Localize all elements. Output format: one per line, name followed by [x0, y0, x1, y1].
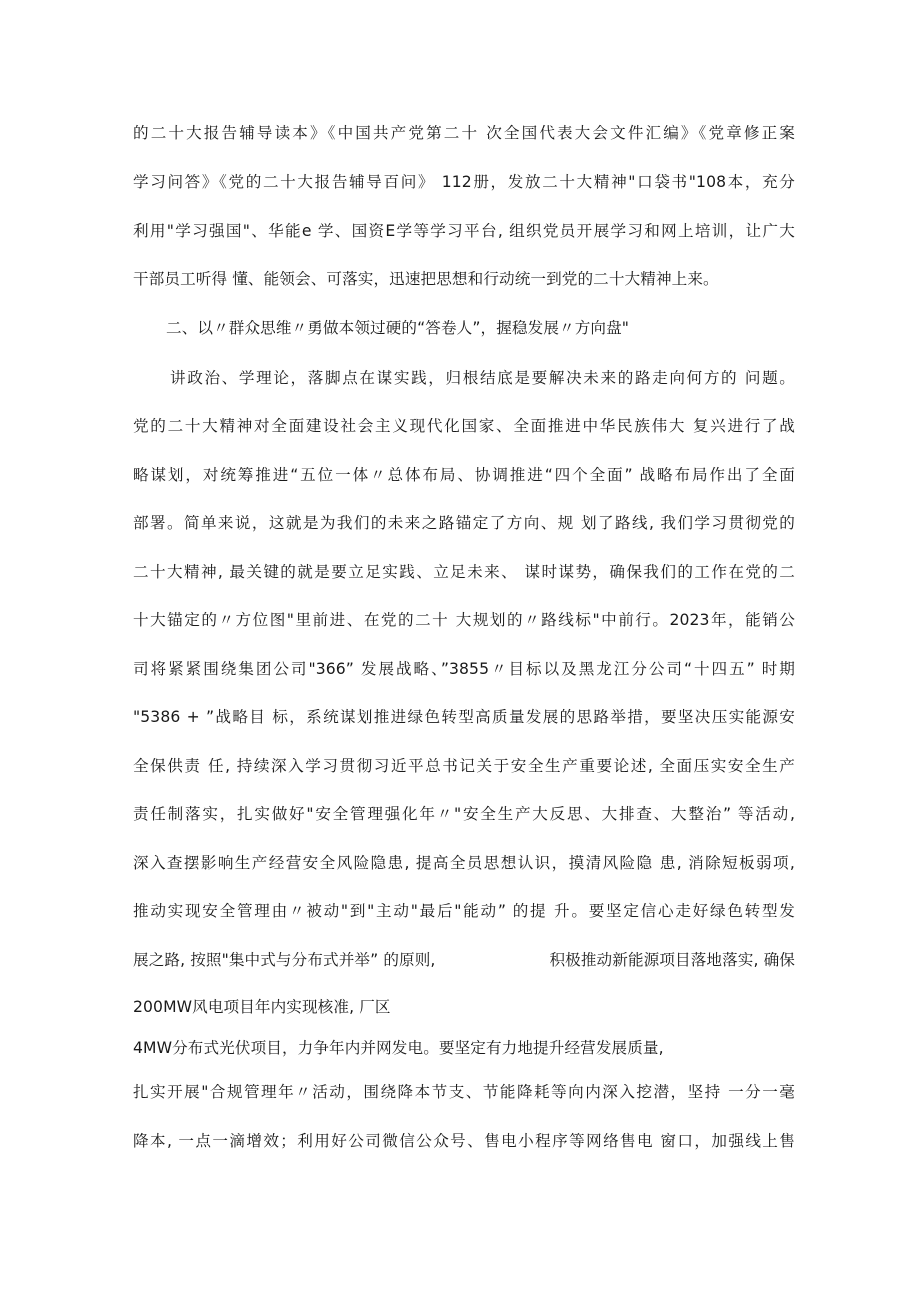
text-line: 十大锚定的〃方位图"里前进、在党的二十 大规划的〃路线标"中前行。2023年，能销公: [133, 611, 795, 629]
text-line: 司将紧紧围绕集团公司"366” 发展战略、”3855〃目标以及黑龙江分公司“十四五” 时期: [133, 660, 795, 678]
text-segment-left: 展之路, 按照"集中式与分布式并举” 的原则,: [133, 951, 436, 969]
text-line: 部署。简单来说，这就是为我们的未来之路锚定了方向、规 划了路线, 我们学习贯彻党的: [133, 514, 795, 532]
text-segment-right: 积极推动新能源项目落地落实, 确保: [549, 951, 795, 969]
text-line: 全保供责 任, 持续深入学习贯彻习近平总书记关于安全生产重要论述, 全面压实安全生产: [133, 757, 795, 775]
text-line: 4MW分布式光伏项目，力争年内并网发电。要坚定有力地提升经营发展质量,: [133, 1039, 664, 1057]
text-line: 干部员工听得 懂、能领会、可落实，迅速把思想和行动统一到党的二十大精神上来。: [133, 270, 719, 288]
text-line: 推动实现安全管理由〃被动"到"主动"最后"能动” 的提 升。要坚定信心走好绿色转型发: [133, 902, 795, 920]
text-line: 二十大精神, 最关键的就是要立足实践、立足未来、 谋时谋势，确保我们的工作在党的二: [133, 563, 795, 581]
text-line: 学习问答》《党的二十大报告辅导百问》 112册，发放二十大精神"口袋书"108本，充分: [133, 173, 795, 191]
text-line: 200MW风电项目年内实现核准, 厂区: [133, 998, 391, 1016]
text-line: "5386 + ”战略目 标，系统谋划推进绿色转型高质量发展的思路举措，要坚决压实能源安: [133, 708, 795, 726]
paragraph-first-line: 讲政治、学理论，落脚点在谋实践，归根结底是要解决未来的路走向何方的 问题。: [170, 369, 795, 387]
text-line-split: [133, 948, 795, 972]
text-line: 利用"学习强国"、华能e 学、国资E学等学习平台, 组织党员开展学习和网上培训，让广大: [133, 222, 795, 240]
text-line: 略谋划，对统筹推进“五位一体〃总体布局、协调推进“四个全面” 战略布局作出了全面: [133, 466, 795, 484]
text-line: 降本, 一点一滴增效；利用好公司微信公众号、售电小程序等网络售电 窗口，加强线上售: [133, 1132, 795, 1150]
text-line: 党的二十大精神对全面建设社会主义现代化国家、全面推进中华民族伟大 复兴进行了战: [133, 417, 795, 435]
text-line: 深入查摆影响生产经营安全风险隐患, 提高全员思想认识，摸清风险隐 患, 消除短板弱项,: [133, 854, 795, 872]
text-line: 扎实开展"合规管理年〃活动，围绕降本节支、节能降耗等向内深入挖潜，坚持 一分一毫: [133, 1083, 795, 1101]
section-heading: 二、以〃群众思维〃勇做本领过硬的“答卷人”，握稳发展〃方向盘": [166, 319, 630, 337]
text-line: 责任制落实，扎实做好"安全管理强化年〃"安全生产大反思、大排查、大整治” 等活动,: [133, 805, 795, 823]
text-line: 的二十大报告辅导读本》《中国共产党第二十 次全国代表大会文件汇编》《党章修正案: [133, 124, 795, 142]
